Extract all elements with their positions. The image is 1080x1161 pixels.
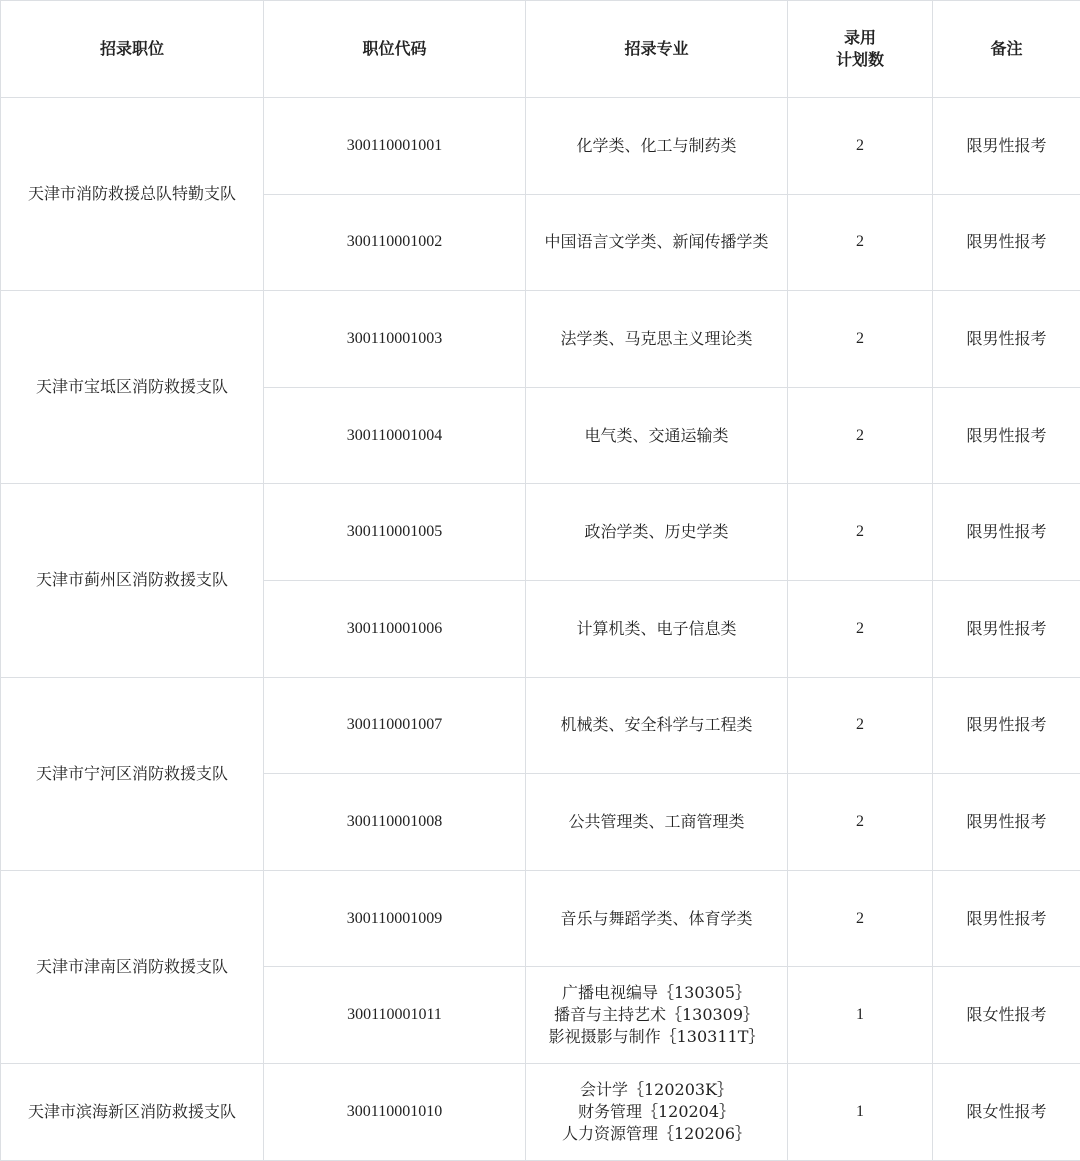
major-line: 会计学｛120203K｝ — [526, 1079, 787, 1101]
unit-cell: 天津市津南区消防救援支队 — [1, 870, 264, 1063]
code-cell: 300110001007 — [264, 677, 526, 774]
code-cell: 300110001011 — [264, 967, 526, 1064]
code-cell: 300110001006 — [264, 580, 526, 677]
major-line: 政治学类、历史学类 — [526, 521, 787, 543]
table-row — [1, 870, 1080, 967]
major-line: 人力资源管理｛120206｝ — [526, 1123, 787, 1145]
major-cell — [526, 774, 788, 871]
count-cell: 2 — [788, 870, 933, 967]
code-cell: 300110001009 — [264, 870, 526, 967]
unit-cell: 天津市消防救援总队特勤支队 — [1, 98, 264, 291]
note-cell: 限男性报考 — [933, 774, 1080, 871]
count-cell: 2 — [788, 677, 933, 774]
note-cell: 限男性报考 — [933, 291, 1080, 388]
table-row — [1, 677, 1080, 774]
table-row — [1, 1063, 1080, 1160]
table-header — [1, 1, 1080, 98]
major-line: 计算机类、电子信息类 — [526, 618, 787, 640]
header-count-line1: 录用 — [788, 27, 932, 49]
note-cell: 限男性报考 — [933, 677, 1080, 774]
major-line: 影视摄影与制作｛130311T｝ — [526, 1026, 787, 1048]
table-row — [1, 484, 1080, 581]
major-line: 法学类、马克思主义理论类 — [526, 328, 787, 350]
note-cell: 限男性报考 — [933, 98, 1080, 195]
major-line: 公共管理类、工商管理类 — [526, 811, 787, 833]
note-cell: 限女性报考 — [933, 967, 1080, 1064]
major-cell — [526, 580, 788, 677]
major-line: 财务管理｛120204｝ — [526, 1101, 787, 1123]
count-cell: 1 — [788, 967, 933, 1064]
major-line: 音乐与舞蹈学类、体育学类 — [526, 908, 787, 930]
unit-cell: 天津市宝坻区消防救援支队 — [1, 291, 264, 484]
code-cell: 300110001001 — [264, 98, 526, 195]
note-cell: 限女性报考 — [933, 1063, 1080, 1160]
count-cell: 2 — [788, 194, 933, 291]
count-cell: 2 — [788, 291, 933, 388]
header-unit: 招录职位 — [1, 1, 264, 98]
major-line: 中国语言文学类、新闻传播学类 — [526, 231, 787, 253]
table-row — [1, 98, 1080, 195]
major-line: 播音与主持艺术｛130309｝ — [526, 1004, 787, 1026]
note-cell: 限男性报考 — [933, 194, 1080, 291]
code-cell: 300110001008 — [264, 774, 526, 871]
header-note: 备注 — [933, 1, 1080, 98]
major-cell — [526, 98, 788, 195]
header-code: 职位代码 — [264, 1, 526, 98]
code-cell: 300110001004 — [264, 387, 526, 484]
note-cell: 限男性报考 — [933, 870, 1080, 967]
major-cell — [526, 387, 788, 484]
unit-cell: 天津市宁河区消防救援支队 — [1, 677, 264, 870]
note-cell: 限男性报考 — [933, 387, 1080, 484]
count-cell: 2 — [788, 484, 933, 581]
major-cell — [526, 291, 788, 388]
header-count-line2: 计划数 — [788, 49, 932, 71]
major-line: 机械类、安全科学与工程类 — [526, 714, 787, 736]
header-row — [1, 1, 1080, 98]
count-cell: 2 — [788, 774, 933, 871]
table-row — [1, 291, 1080, 388]
count-cell: 2 — [788, 580, 933, 677]
code-cell: 300110001003 — [264, 291, 526, 388]
header-count — [788, 1, 933, 98]
major-line: 化学类、化工与制药类 — [526, 135, 787, 157]
major-line: 电气类、交通运输类 — [526, 425, 787, 447]
table-body — [1, 98, 1080, 1161]
note-cell: 限男性报考 — [933, 484, 1080, 581]
unit-cell: 天津市滨海新区消防救援支队 — [1, 1063, 264, 1160]
major-line: 广播电视编导｛130305｝ — [526, 982, 787, 1004]
code-cell: 300110001005 — [264, 484, 526, 581]
major-cell — [526, 967, 788, 1064]
note-cell: 限男性报考 — [933, 580, 1080, 677]
code-cell: 300110001002 — [264, 194, 526, 291]
major-cell — [526, 677, 788, 774]
header-major: 招录专业 — [526, 1, 788, 98]
major-cell — [526, 870, 788, 967]
major-cell — [526, 194, 788, 291]
code-cell: 300110001010 — [264, 1063, 526, 1160]
unit-cell: 天津市蓟州区消防救援支队 — [1, 484, 264, 677]
major-cell — [526, 1063, 788, 1160]
major-cell — [526, 484, 788, 581]
count-cell: 2 — [788, 98, 933, 195]
count-cell: 2 — [788, 387, 933, 484]
count-cell: 1 — [788, 1063, 933, 1160]
